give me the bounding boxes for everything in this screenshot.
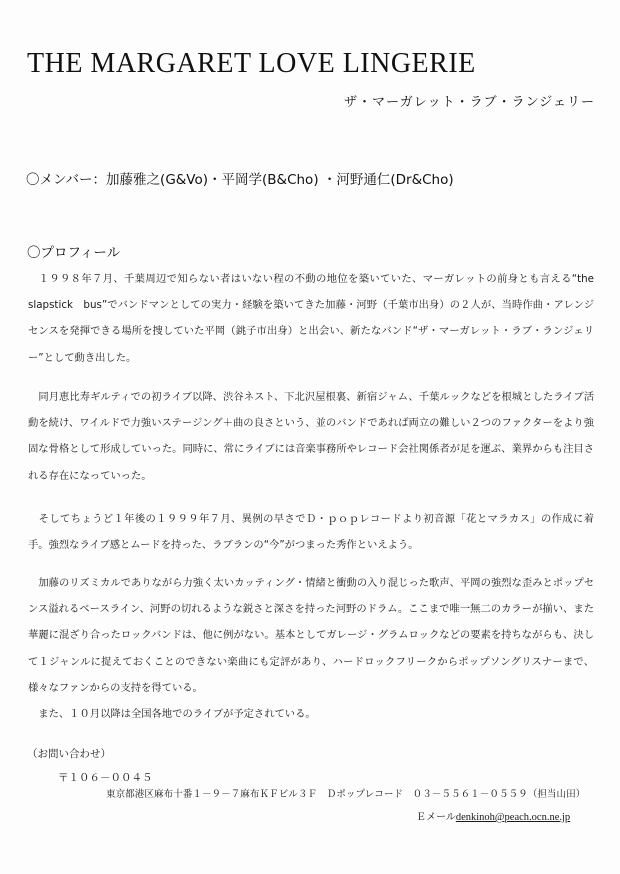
contact-address: 東京都港区麻布十番１－９－７麻布ＫＦビル３Ｆ Ｄポップレコード ０３－５５６１－０５５９（担当山田）: [106, 789, 586, 800]
band-title-katakana: ザ・マーガレット・ラブ・ランジェリー: [344, 95, 596, 110]
band-title: THE MARGARET LOVE LINGERIE: [27, 48, 476, 79]
profile-paragraph: 加藤のリズミカルでありながら力強く太いカッティング・情緒と衝動の入り混じった歌声、平岡の強烈な歪みとポップセンス溢れるベースライン、河野の切れるような鋭さと深さを持った河野のドラム。ここまで唯一無二のカラーが揃い、また華麗に混ざり合ったロックバンドは、他に例がない。基本としてガレージ・グラムロックなどの要素を持ちながらも、決して１ジャンルに捉えておくことのできない楽曲にも定評があり、ハードロックフリークからポップソングリスナーまで、様々なファンからの支持を得ている。: [28, 577, 594, 694]
profile-paragraph: １９９８年７月、千葉周辺で知らない者はいない程の不動の地位を築いていた、マーガレットの前身とも言える“the slapstick bus”でバンドマンとしての実力・経験を築いてきた加藤・河野（千葉市出身）の２人が、当時作曲・アレンジセンスを発揮できる場所を捜していた平岡（銚子市出身）と出会い、新たなバンド“ザ・マーガレット・ラブ・ランジェリー”として動き出した。: [28, 273, 594, 364]
email-label: Ｅメール: [416, 812, 456, 823]
profile-heading: 〇プロフィール: [27, 245, 121, 261]
profile-paragraph: そしてちょうど１年後の１９９９年７月、異例の早さでＤ・ｐｏｐレコードより初音源「花とマラカス」の作成に着手。強烈なライブ感とムードを持った、ラブランの“今”がつまった秀作といえよう。: [28, 513, 594, 552]
contact-heading: （お問い合わせ）: [27, 748, 111, 760]
email-line: [416, 808, 570, 823]
profile-paragraph: 同月恵比寿ギルティでの初ライブ以降、渋谷ネスト、下北沢屋根裏、新宿ジャム、千葉ルックなどを根城としたライブ活動を続け、ワイルドで力強いステージング＋曲の良さという、並のバンドであれば両立の難しい２つのファクターをより強固な骨格として形成していった。同時に、常にライブには音楽事務所やレコード会社関係者が足を運ぶ、業界からも注目される存在になっていった。: [28, 391, 594, 482]
members-line: 〇メンバー：加藤雅之(G&Vo)・平岡学(B&Cho) ・河野通仁(Dr&Cho): [26, 172, 454, 188]
email-link[interactable]: denkinoh@peach.ocn.ne.jp: [455, 812, 571, 823]
profile-paragraph: また、１０月以降は全国各地でのライブが予定されている。: [28, 708, 316, 720]
postal-code: 〒１０６－００４５: [58, 772, 153, 784]
